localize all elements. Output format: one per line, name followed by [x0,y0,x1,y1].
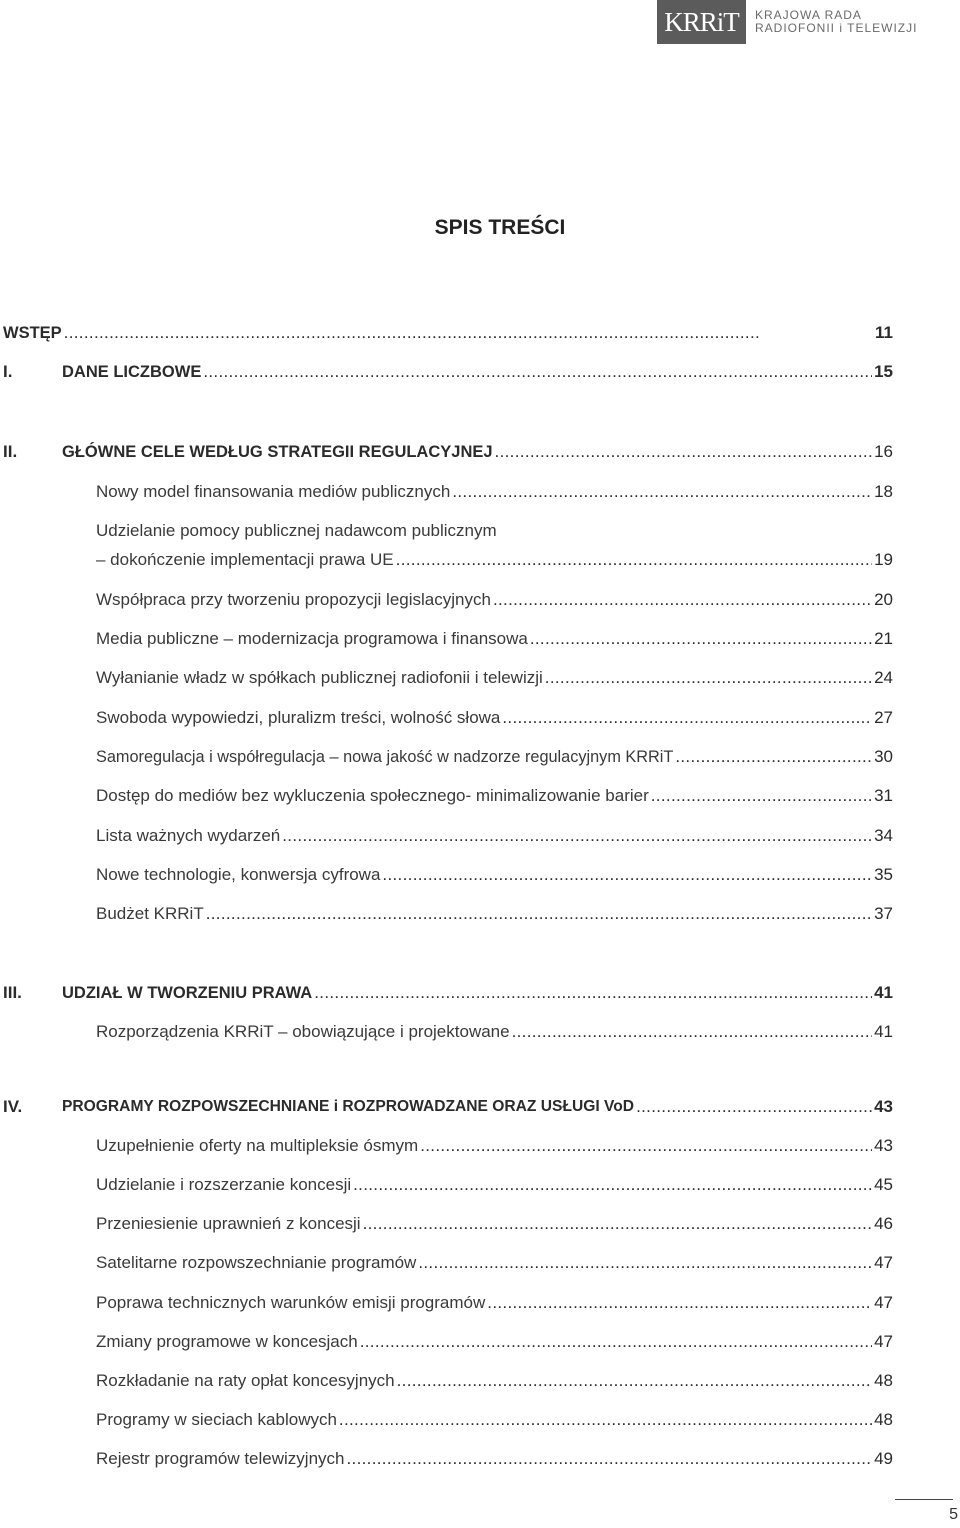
toc-title: Nowe technologie, konwersja cyfrowa [96,865,381,884]
toc-number: I. [3,362,13,381]
toc-page: 35 [874,865,893,884]
toc-page: 27 [874,708,893,727]
toc-leader [493,589,872,611]
toc-entry[interactable] [0,1327,893,1353]
toc-page: 15 [874,362,893,381]
toc-page: 11 [875,323,893,342]
toc-page: 18 [874,482,893,501]
toc-title: Zmiany programowe w koncesjach [96,1332,358,1351]
toc-leader [314,982,872,1004]
toc-title: Wyłanianie władz w spółkach publicznej radiofonii i telewizji [96,668,543,687]
toc-page: 31 [874,786,893,805]
toc-title: Rozporządzenia KRRiT – obowiązujące i projektowane [96,1022,510,1041]
toc-page: 16 [874,442,893,461]
toc-entry[interactable] [0,1248,893,1274]
toc-page: 47 [874,1293,893,1312]
toc-entry[interactable] [0,585,893,611]
toc-page: 30 [874,747,893,766]
toc-entry[interactable] [0,624,893,650]
toc-entry[interactable] [0,545,893,571]
toc-page: 41 [874,1022,893,1041]
toc-leader [363,1213,872,1235]
toc-title: PROGRAMY ROZPOWSZECHNIANE i ROZPROWADZANE ORAZ USŁUGI VoD [62,1098,635,1115]
toc-entry[interactable] [0,1092,893,1118]
toc-page: 21 [874,629,893,648]
logo-text [755,0,917,44]
toc-number: III. [3,983,22,1002]
toc-page: 34 [874,826,893,845]
toc-leader [206,903,872,925]
toc-page: 19 [874,550,893,569]
toc-page: 41 [874,983,893,1002]
toc-page: 20 [874,590,893,609]
toc-entry[interactable] [0,1366,893,1392]
toc-leader [203,361,872,383]
toc-page: 45 [874,1175,893,1194]
toc-leader [418,1252,872,1274]
toc-title: Lista ważnych wydarzeń [96,826,281,845]
toc-leader [651,785,872,807]
toc-leader [545,667,872,689]
toc-title: Rozkładanie na raty opłat koncesyjnych [96,1371,395,1390]
logo-line-1: KRAJOWA RADA [755,8,862,22]
toc-leader [339,1409,872,1431]
toc-title: WSTĘP [3,324,62,342]
toc-title: UDZIAŁ W TWORZENIU PRAWA [62,984,313,1002]
toc-leader [420,1135,872,1157]
toc-title: Swoboda wypowiedzi, pluralizm treści, wolność słowa [96,708,501,727]
toc-leader [452,481,872,503]
toc-title: Współpraca przy tworzeniu propozycji legislacyjnych [96,590,491,609]
toc-number: IV. [3,1097,23,1116]
toc-leader [346,1448,872,1470]
toc-page: 47 [874,1253,893,1272]
toc-title: Rejestr programów telewizyjnych [96,1449,345,1468]
logo-mark: KRRiT [657,0,746,44]
toc-title: Dostęp do mediów bez wykluczenia społecznego- minimalizowanie barier [96,786,649,805]
toc-title: – dokończenie implementacji prawa UE [96,550,394,569]
toc-leader [360,1331,872,1353]
toc-entry[interactable] [0,1209,893,1235]
toc-entry[interactable] [0,357,893,383]
page-number: 5 [949,1506,958,1523]
toc-title: Samoregulacja i współregulacja – nowa jakość w nadzorze regulacyjnym KRRiT [96,748,674,766]
toc-title: Uzupełnienie oferty na multipleksie ósmym [96,1136,419,1155]
toc-leader [397,1370,872,1392]
toc-entry[interactable] [0,1405,893,1431]
toc-entry[interactable] [0,821,893,847]
toc-entry-continued [0,516,893,542]
page-title: SPIS TREŚCI [434,216,566,239]
toc-leader [282,825,872,847]
toc-leader [636,1096,872,1118]
toc-page: 49 [874,1449,893,1468]
toc-title: Udzielanie i rozszerzanie koncesji [96,1175,352,1194]
toc-entry[interactable] [0,781,893,807]
toc-leader [530,628,872,650]
toc-leader [353,1174,872,1196]
toc-leader [382,864,872,886]
toc-entry[interactable] [0,1444,893,1470]
toc-entry[interactable] [0,1017,893,1043]
toc-title: Udzielanie pomocy publicznej nadawcom publicznym [96,521,497,540]
toc-entry[interactable] [0,703,893,729]
toc-leader [502,707,872,729]
toc-entry[interactable] [0,1288,893,1314]
toc-leader [675,746,872,768]
toc-title: Budżet KRRiT [96,904,204,923]
toc-entry[interactable] [0,318,893,344]
toc-entry[interactable] [0,1131,893,1157]
toc-leader [64,322,873,344]
toc-page: 43 [874,1136,893,1155]
toc-entry[interactable] [0,437,893,463]
toc-title: Satelitarne rozpowszechnianie programów [96,1253,417,1272]
toc-page: 48 [874,1371,893,1390]
toc-page: 37 [874,904,893,923]
toc-title: Media publiczne – modernizacja programowa i finansowa [96,629,528,648]
toc-entry[interactable] [0,663,893,689]
krrit-logo [657,0,917,44]
toc-leader [396,549,872,571]
toc-entry[interactable] [0,1170,893,1196]
toc-title: GŁÓWNE CELE WEDŁUG STRATEGII REGULACYJNEJ [62,443,493,461]
toc-entry[interactable] [0,742,893,768]
toc-title: Poprawa technicznych warunków emisji programów [96,1293,486,1312]
page-number-rule [895,1499,953,1500]
toc-entry[interactable] [0,477,893,503]
toc-title: Programy w sieciach kablowych [96,1410,337,1429]
toc-title: Nowy model finansowania mediów publicznych [96,482,451,501]
logo-line-2: RADIOFONII i TELEWIZJI [755,21,918,35]
toc-entry[interactable] [0,899,893,925]
toc-page: 48 [874,1410,893,1429]
toc-number: II. [3,442,18,461]
toc-page: 47 [874,1332,893,1351]
toc-leader [495,441,873,463]
toc-page: 24 [874,668,893,687]
toc-page: 46 [874,1214,893,1233]
toc-entry[interactable] [0,860,893,886]
toc-title: DANE LICZBOWE [62,363,202,381]
toc-entry[interactable] [0,978,893,1004]
toc-title: Przeniesienie uprawnień z koncesji [96,1214,361,1233]
toc-leader [512,1021,873,1043]
toc-page: 43 [874,1097,893,1116]
toc-leader [487,1292,872,1314]
